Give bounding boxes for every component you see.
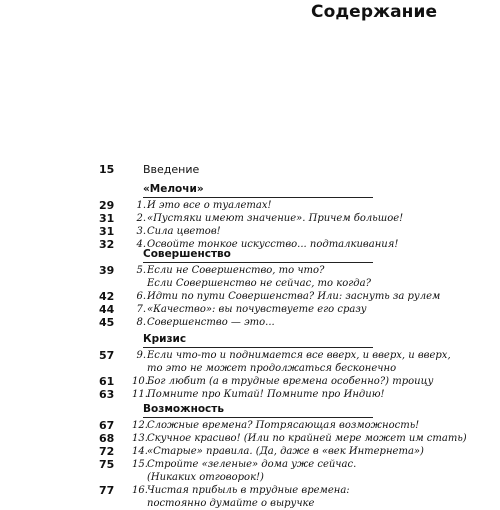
chapter-title-line: Чистая прибыль в трудные времена: (147, 485, 350, 496)
chapter-number: 10. (132, 376, 148, 387)
page-number: 63 (99, 388, 115, 401)
chapter-number: 15. (132, 459, 148, 470)
chapter-number: 14. (132, 446, 148, 457)
chapter-number: 11. (132, 389, 148, 400)
chapter-number: 9. (136, 350, 146, 361)
page-number: 61 (99, 375, 115, 388)
chapter-title-line: «Старые» правила. (Да, даже в «век Интернета») (147, 446, 424, 457)
page-number: 75 (99, 458, 115, 471)
toc-entry[interactable] (0, 212, 500, 225)
chapter-number: 16. (132, 485, 148, 496)
chapter-number: 6. (136, 291, 146, 302)
chapter-title-line: Совершенство — это... (147, 317, 275, 328)
chapter-number: 1. (136, 200, 146, 211)
toc-entry[interactable] (0, 199, 500, 212)
chapter-title-line: Если не Совершенство, то что? (147, 265, 325, 276)
page-number: 39 (99, 264, 115, 277)
chapter-number: 12. (132, 420, 148, 431)
page-number: 67 (99, 419, 115, 432)
section-heading: Кризис (143, 333, 187, 345)
chapter-title-line: Идти по пути Совершенства? Или: заснуть за рулем (147, 291, 441, 302)
chapter-number: 13. (132, 433, 148, 444)
toc-entry[interactable] (0, 458, 500, 484)
page-number: 29 (99, 199, 115, 212)
page-number: 68 (99, 432, 115, 445)
page-number: 77 (99, 484, 115, 497)
chapter-number: 3. (136, 226, 146, 237)
section-divider (143, 347, 373, 348)
chapter-title-line: Помните про Китай! Помните про Индию! (147, 389, 385, 400)
toc-entry[interactable] (0, 419, 500, 432)
page-number: 32 (99, 238, 115, 251)
section-divider (143, 197, 373, 198)
toc-entry[interactable] (0, 290, 500, 303)
section-heading: «Мелочи» (143, 183, 204, 195)
toc-entry[interactable] (0, 316, 500, 329)
section-heading: Совершенство (143, 248, 231, 260)
entry-title: Введение (143, 163, 200, 176)
chapter-number: 7. (136, 304, 146, 315)
toc-entry[interactable] (0, 303, 500, 316)
page-number: 44 (99, 303, 115, 316)
toc-entry[interactable] (0, 225, 500, 238)
toc-entry[interactable] (0, 375, 500, 388)
chapter-number: 5. (136, 265, 146, 276)
chapter-title-line: Если Совершенство не сейчас, то когда? (147, 278, 371, 289)
chapter-title-line: постоянно думайте о выручке (147, 498, 315, 509)
page-number: 31 (99, 225, 115, 238)
chapter-title-line: «Качество»: вы почувствуете его сразу (147, 304, 367, 315)
page-number: 45 (99, 316, 115, 329)
toc-entry[interactable] (0, 349, 500, 375)
chapter-title-line: Бог любит (а в трудные времена особенно?) троицу (147, 376, 434, 387)
page-number: 15 (99, 163, 115, 176)
chapter-number: 8. (136, 317, 146, 328)
chapter-title-line: Сложные времена? Потрясающая возможность! (147, 420, 420, 431)
chapter-title-line: Скучное красиво! (Или по крайней мере может им стать) (147, 433, 467, 444)
chapter-title-line: Освойте тонкое искусство... подталкивания! (147, 239, 399, 250)
chapter-title-line: И это все о туалетах! (147, 200, 272, 211)
toc-entry[interactable] (0, 445, 500, 458)
page-number: 42 (99, 290, 115, 303)
chapter-number: 4. (136, 239, 146, 250)
section-divider (143, 417, 373, 418)
page-number: 72 (99, 445, 115, 458)
page-number: 57 (99, 349, 115, 362)
chapter-number: 2. (136, 213, 146, 224)
chapter-title-line: (Никаких отговорок!) (147, 472, 264, 483)
toc-entry[interactable] (0, 238, 500, 251)
chapter-title-line: Если что-то и поднимается все вверх, и вверх, и вверх, (147, 350, 451, 361)
toc-entry[interactable] (0, 388, 500, 401)
chapter-title-line: «Пустяки имеют значение». Причем большое! (147, 213, 404, 224)
chapter-title-line: Стройте «зеленые» дома уже сейчас. (147, 459, 357, 470)
toc-entry[interactable] (0, 264, 500, 290)
toc-entry[interactable] (0, 432, 500, 445)
page-number: 31 (99, 212, 115, 225)
section-heading: Возможность (143, 403, 224, 415)
chapter-title-line: Сила цветов! (147, 226, 221, 237)
toc-intro-entry[interactable] (0, 163, 500, 179)
section-divider (143, 262, 373, 263)
page-title: Содержание (311, 2, 438, 22)
chapter-title-line: то это не может продолжаться бесконечно (147, 363, 397, 374)
toc-entry[interactable] (0, 484, 500, 510)
